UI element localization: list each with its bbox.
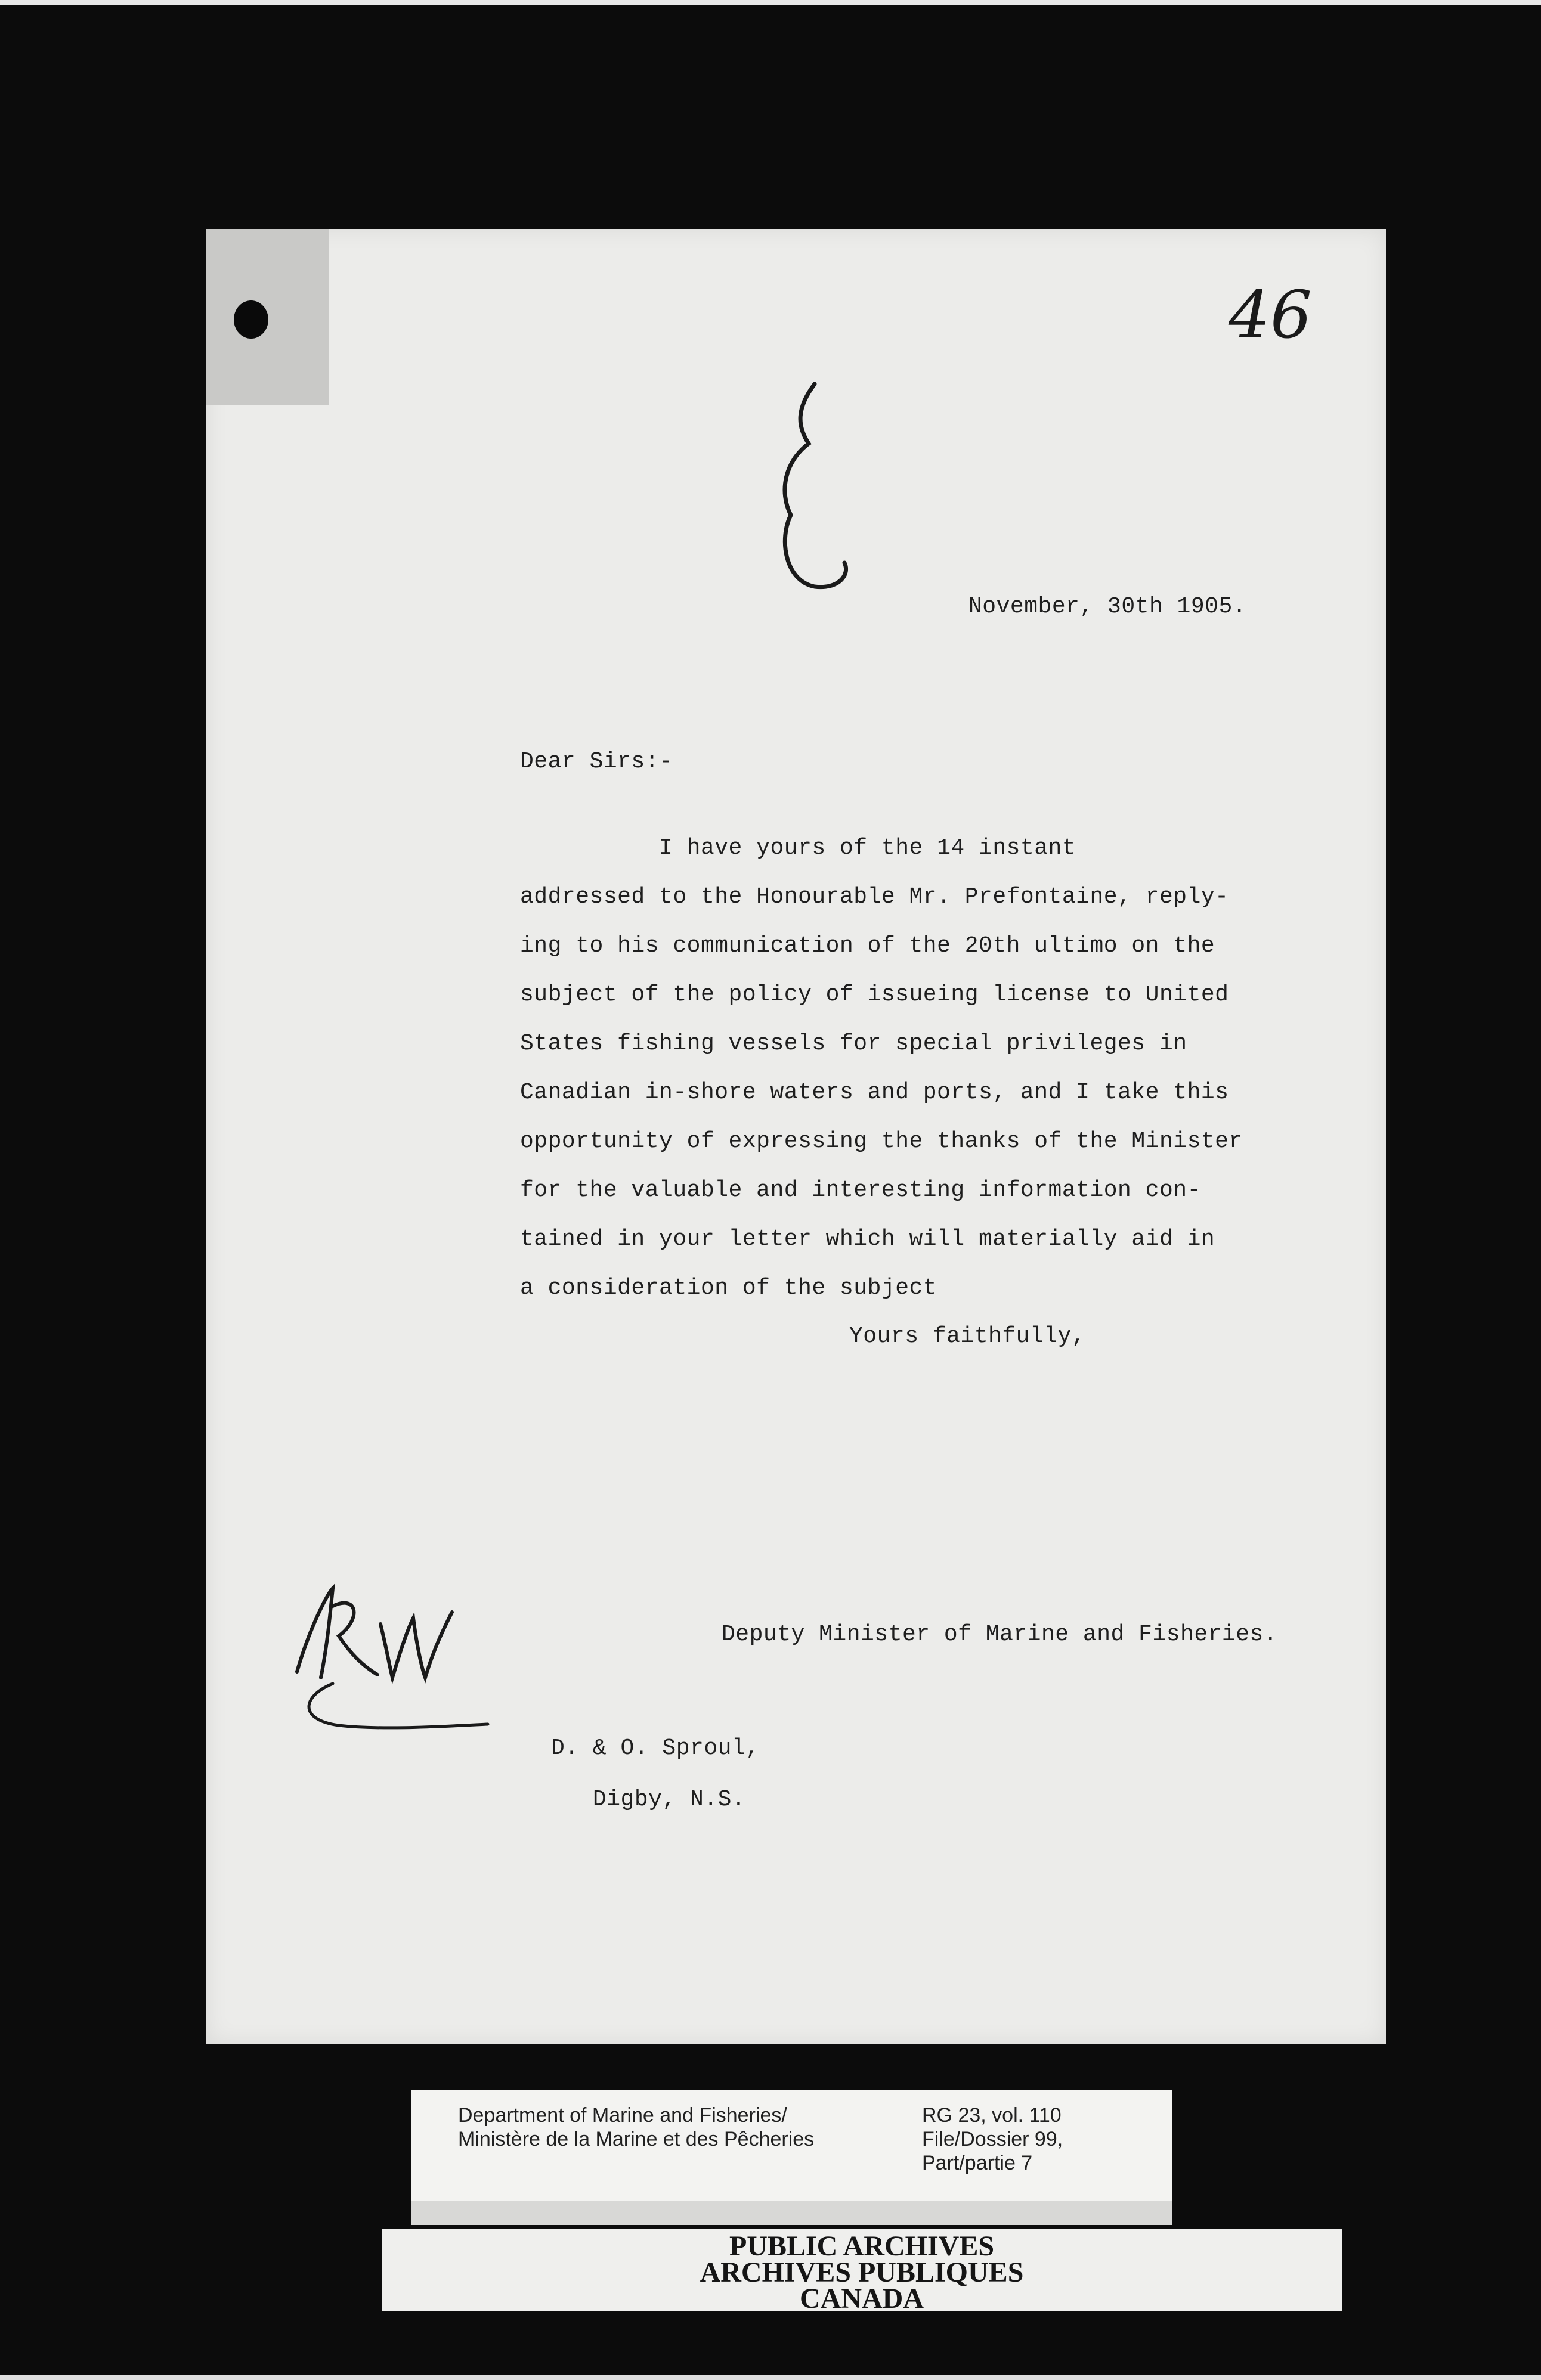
stamp-line: PUBLIC ARCHIVES	[729, 2230, 995, 2262]
body-line: tained in your letter which will materially aid in	[520, 1226, 1215, 1252]
letter-signatory: Deputy Minister of Marine and Fisheries.	[722, 1622, 1278, 1647]
public-archives-stamp	[382, 2229, 1342, 2314]
stamp-line: ARCHIVES PUBLIQUES	[700, 2257, 1024, 2288]
handwritten-mark	[773, 372, 856, 611]
film-edge-bottom	[0, 2375, 1541, 2380]
stamp-line: CANADA	[800, 2283, 924, 2314]
reference-line: File/Dossier 99,	[922, 2128, 1063, 2150]
department-line: Department of Marine and Fisheries/	[458, 2104, 787, 2127]
body-line: Canadian in-shore waters and ports, and I take this	[520, 1080, 1229, 1105]
letter-page	[206, 229, 1386, 2044]
archive-file-reference	[922, 2103, 1063, 2175]
punch-hole	[234, 300, 268, 339]
folio-number: 46	[1229, 277, 1312, 353]
letter-body	[520, 824, 1243, 1313]
handwritten-initials-signature	[273, 1570, 583, 1749]
body-line: ing to his communication of the 20th ultimo on the	[520, 933, 1215, 959]
reference-line: RG 23, vol. 110	[922, 2104, 1062, 2127]
archive-reference-label	[411, 2090, 1172, 2201]
body-line: addressed to the Honourable Mr. Prefontaine, reply-	[520, 884, 1229, 910]
body-line: opportunity of expressing the thanks of the Minister	[520, 1129, 1243, 1154]
film-edge-top	[0, 0, 1541, 5]
letter-salutation: Dear Sirs:-	[520, 749, 673, 774]
reference-line: Part/partie 7	[922, 2152, 1033, 2174]
body-line: a consideration of the subject	[520, 1275, 937, 1301]
body-line: subject of the policy of issueing license to United	[520, 982, 1229, 1008]
addressee-line: Digby, N.S.	[551, 1787, 746, 1812]
body-line: I have yours of the 14 instant	[520, 835, 1076, 861]
addressee-line: D. & O. Sproul,	[551, 1736, 760, 1761]
body-line: States fishing vessels for special privileges in	[520, 1031, 1187, 1056]
letter-date: November, 30th 1905.	[968, 594, 1247, 619]
archive-department	[458, 2103, 814, 2151]
department-line: Ministère de la Marine et des Pêcheries	[458, 2128, 815, 2150]
label-stub	[411, 2201, 1172, 2225]
body-line: for the valuable and interesting information con-	[520, 1177, 1201, 1203]
letter-closing: Yours faithfully,	[849, 1324, 1086, 1349]
